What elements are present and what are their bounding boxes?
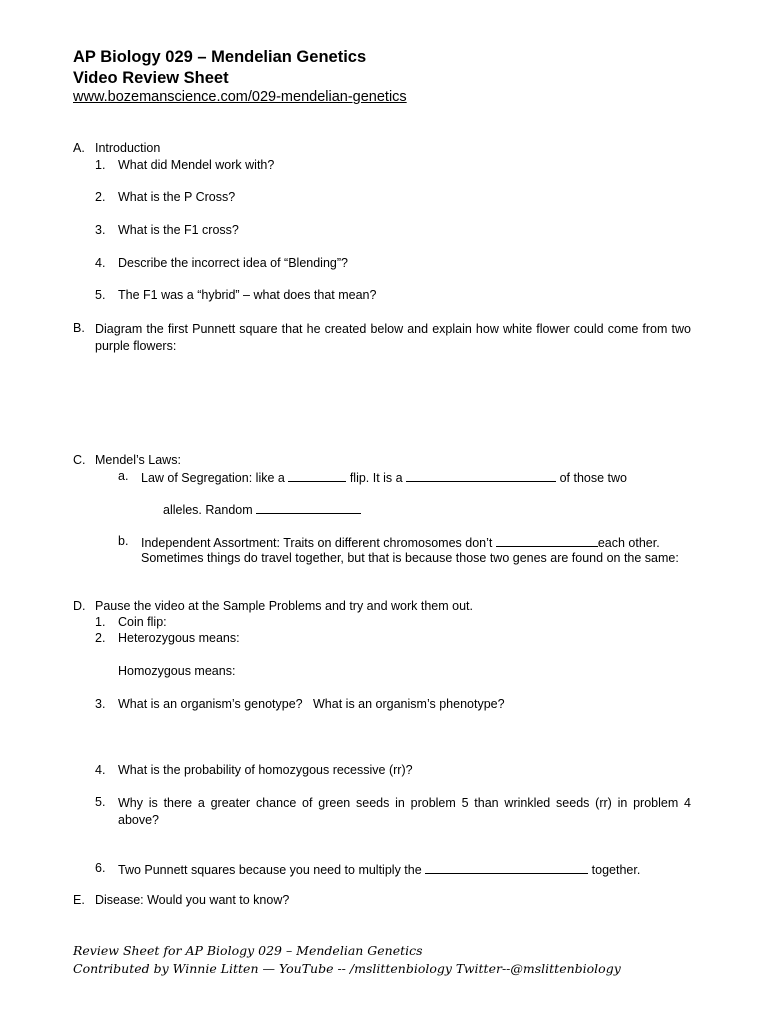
independent-assortment — [141, 534, 660, 550]
question-d2b: Homozygous means: — [118, 664, 236, 678]
blank-random-field[interactable] — [256, 501, 361, 514]
section-c-letter: C. — [73, 453, 86, 467]
question-d1: Coin flip: — [118, 615, 167, 629]
section-d-title: Pause the video at the Sample Problems and try and work them out. — [95, 599, 473, 613]
question-number: 4. — [95, 763, 106, 777]
question-number: 3. — [95, 223, 106, 237]
question-number: 2. — [95, 631, 106, 645]
question-a1: What did Mendel work with? — [118, 158, 275, 172]
segregation-text-3: of those two — [559, 471, 627, 485]
question-a3: What is the F1 cross? — [118, 223, 239, 237]
page-subtitle: Video Review Sheet — [73, 69, 229, 87]
question-d2: Heterozygous means: — [118, 631, 240, 645]
source-link[interactable]: www.bozemanscience.com/029-mendelian-genetics — [73, 89, 407, 105]
assortment-text-2: each other. — [597, 536, 660, 550]
question-d4: What is the probability of homozygous recessive (rr)? — [118, 763, 413, 777]
question-number: 2. — [95, 190, 106, 204]
section-b-text: Diagram the first Punnett square that he created below and explain how white flower could come from two purple flowers: — [95, 322, 691, 353]
segregation-text-2: flip. It is a — [349, 471, 403, 485]
footer-title: Review Sheet for AP Biology 029 – Mendelian Genetics — [73, 943, 423, 958]
question-number: 6. — [95, 861, 106, 875]
section-d-letter: D. — [73, 599, 86, 613]
section-c-title: Mendel’s Laws: — [95, 453, 181, 467]
blank-probabilities-field[interactable] — [425, 861, 588, 874]
page-title: AP Biology 029 – Mendelian Genetics — [73, 48, 367, 66]
blank-separation-field[interactable] — [406, 469, 556, 482]
question-d3: What is an organism’s genotype? What is an organism’s phenotype? — [118, 697, 505, 711]
question-a4: Describe the incorrect idea of “Blending”? — [118, 256, 348, 270]
question-number: 3. — [95, 697, 106, 711]
assortment-text-1: Independent Assortment: Traits on different chromosomes don’t — [141, 536, 493, 550]
question-a5: The F1 was a “hybrid” – what does that mean? — [118, 288, 377, 302]
question-d6-text-1: Two Punnett squares because you need to multiply the — [118, 863, 422, 877]
footer-credits: Contributed by Winnie Litten — YouTube -- /mslittenbiology Twitter--@mslittenbiology — [73, 961, 621, 976]
question-d5: Why is there a greater chance of green seeds in problem 5 than wrinkled seeds (rr) in problem 4 above? — [118, 796, 691, 827]
question-number: 4. — [95, 256, 106, 270]
assortment-text-3: Sometimes things do travel together, but that is because those two genes are found on the same: — [141, 551, 679, 565]
section-b-letter: B. — [73, 321, 85, 335]
question-a2: What is the P Cross? — [118, 190, 236, 204]
question-d6-text-2: together. — [591, 863, 641, 877]
section-a-title: Introduction — [95, 141, 161, 155]
question-d6 — [118, 861, 640, 877]
section-e-text: Disease: Would you want to know? — [95, 893, 290, 907]
segregation-line-2 — [163, 501, 361, 517]
law-a-label: a. — [118, 469, 129, 483]
blank-affect-field[interactable] — [496, 534, 598, 547]
law-b-label: b. — [118, 534, 129, 548]
question-number: 5. — [95, 288, 106, 302]
segregation-text-1: Law of Segregation: like a — [141, 471, 285, 485]
section-a-letter: A. — [73, 141, 85, 155]
blank-coin-field[interactable] — [288, 469, 346, 482]
question-number: 5. — [95, 795, 106, 809]
section-e-letter: E. — [73, 893, 85, 907]
segregation-text-4: alleles. Random — [163, 503, 253, 517]
question-number: 1. — [95, 615, 106, 629]
law-of-segregation — [141, 469, 627, 485]
question-number: 1. — [95, 158, 106, 172]
